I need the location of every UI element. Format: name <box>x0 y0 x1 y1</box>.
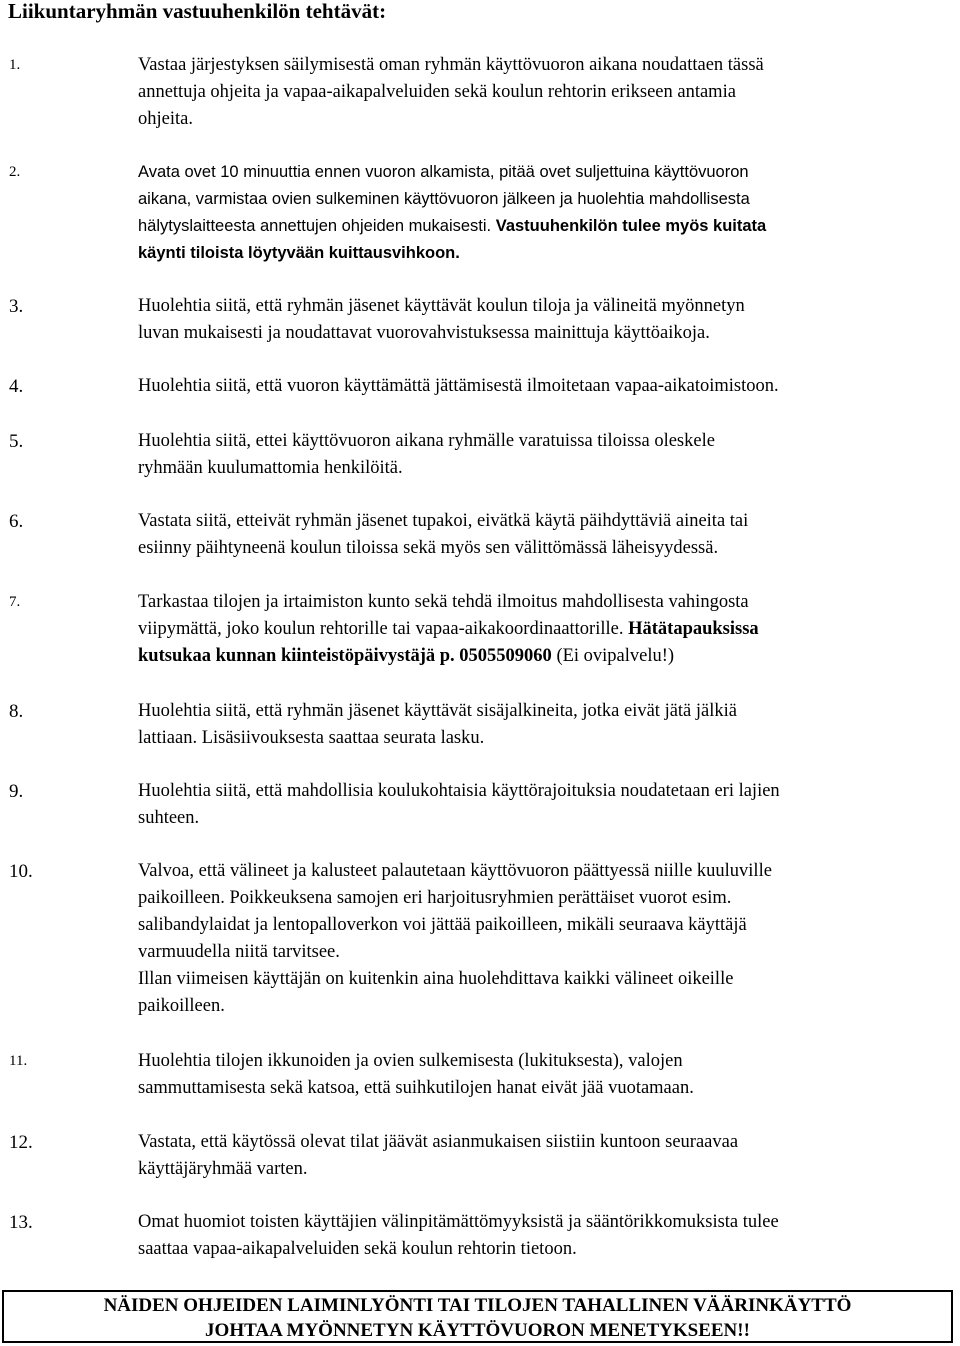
item-line: Valvoa, että välineet ja kalusteet palautetaan käyttövuoron päättyessä niille kuuluville <box>138 861 772 881</box>
item-number: 12. <box>9 1132 33 1153</box>
item-line-emphasis: käynti tiloista löytyvään kuittausvihkoon. <box>138 244 460 262</box>
item-number: 1. <box>9 57 21 73</box>
item-number: 9. <box>9 781 24 802</box>
item-line: Vastata siitä, etteivät ryhmän jäsenet tupakoi, eivätkä käytä päihdyttäviä aineita tai <box>138 511 749 531</box>
item-line: ryhmään kuulumattomia henkilöitä. <box>138 458 403 478</box>
item-line: saattaa vapaa-aikapalveluiden sekä koulun rehtorin tietoon. <box>138 1239 577 1259</box>
item-text <box>138 1048 958 1102</box>
warning-line: NÄIDEN OHJEIDEN LAIMINLYÖNTI TAI TILOJEN TAHALLINEN VÄÄRINKÄYTTÖ <box>103 1295 852 1316</box>
item-number: 8. <box>9 701 24 722</box>
item-line-text: (Ei ovipalvelu!) <box>556 646 675 666</box>
item-line: Huolehtia siitä, että mahdollisia koulukohtaisia käyttörajoituksia noudatetaan eri lajien <box>138 781 780 801</box>
item-line: suhteen. <box>138 808 200 828</box>
item-number: 10. <box>9 861 33 882</box>
item-line-emphasis: Vastuuhenkilön tulee myös kuitata <box>495 217 767 235</box>
item-text <box>138 589 958 670</box>
item-line: varmuudella niitä tarvitsee. <box>138 942 340 962</box>
item-line: Vastaa järjestyksen säilymisestä oman ryhmän käyttövuoron aikana noudattaen tässä <box>138 55 764 75</box>
item-line: paikoilleen. Poikkeuksena samojen eri harjoitusryhmien perättäiset vuorot esim. <box>138 888 732 908</box>
item-text <box>138 858 958 1020</box>
item-line: Omat huomiot toisten käyttäjien välinpitämättömyyksistä ja sääntörikkomuksista tulee <box>138 1212 779 1232</box>
item-line: esiinny päihtyneenä koulun tiloissa sekä myös sen välittömässä läheisyydessä. <box>138 538 719 558</box>
item-text <box>138 1129 958 1183</box>
item-line: Illan viimeisen käyttäjän on kuitenkin aina huolehdittava kaikki välineet oikeille <box>138 969 734 989</box>
item-line: Huolehtia siitä, että ryhmän jäsenet käyttävät koulun tiloja ja välineitä myönnetyn <box>138 296 745 316</box>
item-line: Vastata, että käytössä olevat tilat jäävät asianmukaisen siistiin kuntoon seuraavaa <box>138 1132 739 1152</box>
item-line <box>138 616 958 643</box>
item-line: Avata ovet 10 minuuttia ennen vuoron alkamista, pitää ovet suljettuina käyttövuoron <box>138 163 749 181</box>
warning-line: JOHTAA MYÖNNETYN KÄYTTÖVUORON MENETYKSEEN!! <box>205 1320 750 1341</box>
item-line <box>138 240 958 267</box>
item-line <box>138 213 958 240</box>
item-line: salibandylaidat ja lentopalloverkon voi jättää paikoilleen, mikäli seuraava käyttäjä <box>138 915 747 935</box>
item-number: 5. <box>9 431 24 452</box>
item-line: lattiaan. Lisäsiivouksesta saattaa seurata lasku. <box>138 728 485 748</box>
item-line: annettuja ohjeita ja vapaa-aikapalveluiden sekä koulun rehtorin erikseen antamia <box>138 82 736 102</box>
page-title: Liikuntaryhmän vastuuhenkilön tehtävät: <box>8 0 387 23</box>
item-line: ohjeita. <box>138 109 193 129</box>
item-number: 11. <box>9 1053 28 1069</box>
item-line: aikana, varmistaa ovien sulkeminen käyttövuoron jälkeen ja huolehtia mahdollisesta <box>138 190 750 208</box>
item-line: Huolehtia siitä, ettei käyttövuoron aikana ryhmälle varatuissa tiloissa oleskele <box>138 431 715 451</box>
item-line: käyttäjäryhmää varten. <box>138 1159 308 1179</box>
item-text <box>138 52 958 133</box>
item-line-text: hälytyslaitteesta annettujen ohjeiden mukaisesti. <box>138 217 492 235</box>
item-number: 6. <box>9 511 24 532</box>
item-line <box>138 643 958 670</box>
item-text <box>138 428 958 482</box>
item-number: 7. <box>9 594 21 610</box>
item-text <box>138 373 958 400</box>
item-line: sammuttamisesta sekä katsoa, että suihkutilojen hanat eivät jää vuotamaan. <box>138 1078 694 1098</box>
item-text <box>138 293 958 347</box>
item-number: 4. <box>9 376 24 397</box>
item-text <box>138 778 958 832</box>
item-text <box>138 1209 958 1263</box>
item-number: 2. <box>9 164 21 180</box>
warning-box <box>2 1290 953 1343</box>
item-line-emphasis: kutsukaa kunnan kiinteistöpäivystäjä p. 0505509060 <box>138 646 552 666</box>
item-text <box>138 508 958 562</box>
item-text <box>138 159 958 267</box>
item-line: Huolehtia siitä, että ryhmän jäsenet käyttävät sisäjalkineita, jotka eivät jätä jälkiä <box>138 701 737 721</box>
item-line-emphasis: Hätätapauksissa <box>628 619 759 639</box>
item-line: luvan mukaisesti ja noudattavat vuorovahvistuksessa mainittuja käyttöaikoja. <box>138 323 710 343</box>
item-line: Huolehtia siitä, että vuoron käyttämättä jättämisestä ilmoitetaan vapaa-aikatoimistoon. <box>138 376 779 396</box>
item-line: Tarkastaa tilojen ja irtaimiston kunto sekä tehdä ilmoitus mahdollisesta vahingosta <box>138 592 749 612</box>
item-number: 3. <box>9 296 24 317</box>
item-number: 13. <box>9 1212 33 1233</box>
item-line: Huolehtia tilojen ikkunoiden ja ovien sulkemisesta (lukituksesta), valojen <box>138 1051 683 1071</box>
item-line: paikoilleen. <box>138 996 225 1016</box>
item-line-text: viipymättä, joko koulun rehtorille tai vapaa-aikakoordinaattorille. <box>138 619 624 639</box>
item-text <box>138 698 958 752</box>
